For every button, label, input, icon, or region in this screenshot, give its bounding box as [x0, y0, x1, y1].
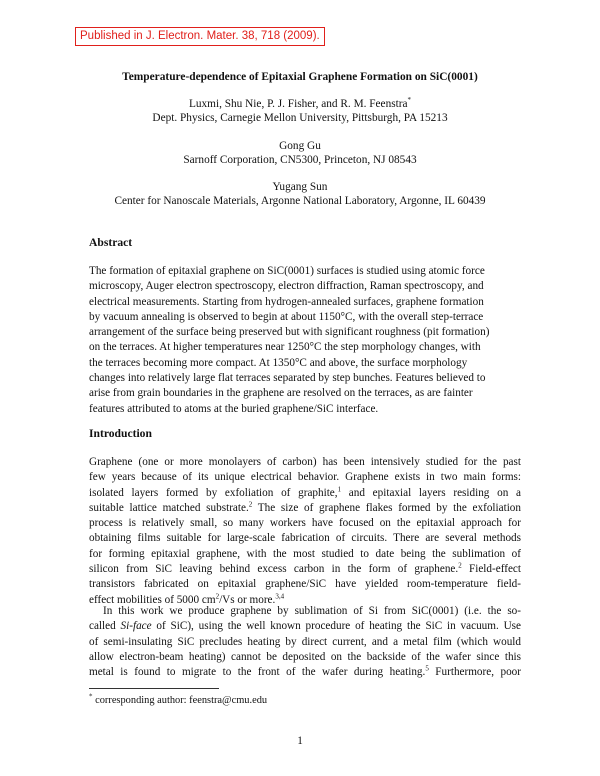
- intro-line: In this work we produce graphene by sublimation of Si from SiC(0001) (i.e. the so-: [103, 605, 521, 617]
- affiliation-3: Center for Nanoscale Materials, Argonne National Laboratory, Argonne, IL 60439: [114, 195, 486, 207]
- publication-stamp: Published in J. Electron. Mater. 38, 718 (2009).: [75, 27, 325, 46]
- abstract-line: changes into relatively large flat terraces separated by step bunches. Features believed to: [89, 372, 486, 385]
- footnote-divider: [89, 688, 219, 689]
- intro-line: of semi-insulating SiC precludes heating by direct current, and a metal film (which would: [89, 635, 521, 648]
- author-3: Yugang Sun: [272, 181, 328, 193]
- intro-text: effect mobilities of 5000 cm: [89, 593, 216, 606]
- intro-line: [89, 619, 521, 634]
- intro-line: few years because of its unique electrical behavior. Graphene exists in two main forms:: [89, 471, 521, 484]
- introduction-paragraph-2: [89, 604, 521, 680]
- citation-ref: 3,4: [275, 591, 285, 600]
- intro-text: silicon from SiC leaving behind excess carbon in the form of graphene.: [89, 563, 459, 576]
- intro-line: [89, 486, 521, 501]
- abstract-line: the terraces becoming more compact. At 1350°C and above, the surface morphology: [89, 356, 468, 369]
- intro-line: for forming epitaxial graphene, with the most studied to date being the sublimation of: [89, 547, 521, 560]
- footnote-mark: *: [89, 692, 93, 701]
- author-names: Luxmi, Shu Nie, P. J. Fisher, and R. M. Feenstra: [188, 98, 408, 110]
- author-2: Gong Gu: [279, 140, 321, 152]
- citation-ref: 2: [458, 561, 462, 570]
- intro-line: Graphene (one or more monolayers of carbon) has been intensively studied for the past: [89, 456, 521, 468]
- abstract-line: The formation of epitaxial graphene on SiC(0001) surfaces is studied using atomic force: [89, 265, 485, 277]
- intro-line: [89, 562, 521, 577]
- intro-text: Furthermore, poor: [428, 666, 521, 679]
- author-list: [0, 97, 600, 111]
- abstract-line: electrical measurements. Starting from hydrogen-annealed surfaces, graphene formation: [89, 295, 484, 308]
- intro-text: /Vs or more.: [219, 593, 276, 606]
- footnote: [89, 694, 267, 708]
- intro-line: allow electron-beam heating) cannot be deposited on the backside of the wafer since this: [89, 650, 521, 663]
- intro-text: and epitaxial layers residing on a: [341, 486, 521, 499]
- citation-ref: 2: [248, 500, 253, 509]
- abstract-line: arise from grain boundaries in the graphene are resolved on the terraces, as are fainter: [89, 387, 473, 400]
- unit-exponent: 2: [215, 591, 220, 600]
- intro-line: process is relatively small, so many workers have focused on the epitaxial approach for: [89, 517, 521, 530]
- intro-line: obtaining films suitable for large-scale fabrication of circuits. There are several methods: [89, 532, 521, 545]
- intro-text: isolated layers formed by exfoliation of graphite,: [89, 486, 338, 499]
- affiliation-1: Dept. Physics, Carnegie Mellon University, Pittsburgh, PA 15213: [152, 112, 448, 124]
- citation-ref: 1: [337, 484, 342, 493]
- intro-text: called: [89, 620, 121, 633]
- abstract-heading: Abstract: [89, 236, 133, 249]
- intro-text: The size of graphene flakes formed by the exfoliation: [252, 501, 521, 514]
- intro-line: [89, 501, 521, 516]
- intro-text: suitable lattice matched substrate.: [89, 501, 249, 514]
- page-number: 1: [297, 735, 303, 747]
- introduction-paragraph-1: [89, 455, 521, 608]
- abstract-line: features attributed to atoms at the buried graphene/SiC interface.: [89, 402, 379, 415]
- abstract-line: on the terraces. At higher temperatures near 1250°C the step morphology changes, with: [89, 341, 481, 354]
- affiliation-2: Sarnoff Corporation, CN5300, Princeton, NJ 08543: [183, 154, 417, 166]
- introduction-heading: Introduction: [89, 427, 152, 440]
- footnote-text: corresponding author: feenstra@cmu.edu: [92, 695, 268, 706]
- abstract-line: microscopy, Auger electron spectroscopy, electron diffraction, Raman spectroscopy, and: [89, 280, 484, 293]
- italic-term: Si-face: [120, 620, 152, 633]
- abstract-line: arrangement of the surface being preserved but with significant roughness (pit formation): [89, 326, 490, 339]
- abstract-line: by vacuum annealing is observed to begin at about 1150°C, with the overall step-terrace: [89, 310, 484, 323]
- intro-text: Field-effect: [461, 563, 521, 576]
- intro-line: [89, 665, 521, 680]
- intro-line: transistors fabricated on epitaxial graphene/SiC have yielded room-temperature field-: [89, 578, 521, 591]
- intro-text: of SiC), using the well known procedure of heating the SiC in vacuum. Use: [151, 620, 521, 633]
- paper-title: Temperature-dependence of Epitaxial Graphene Formation on SiC(0001): [122, 71, 478, 83]
- abstract-body: [89, 264, 521, 417]
- corresponding-author-mark: *: [407, 96, 412, 105]
- intro-text: metal is found to migrate to the front of the wafer during heating.: [89, 666, 426, 679]
- citation-ref: 5: [425, 664, 429, 673]
